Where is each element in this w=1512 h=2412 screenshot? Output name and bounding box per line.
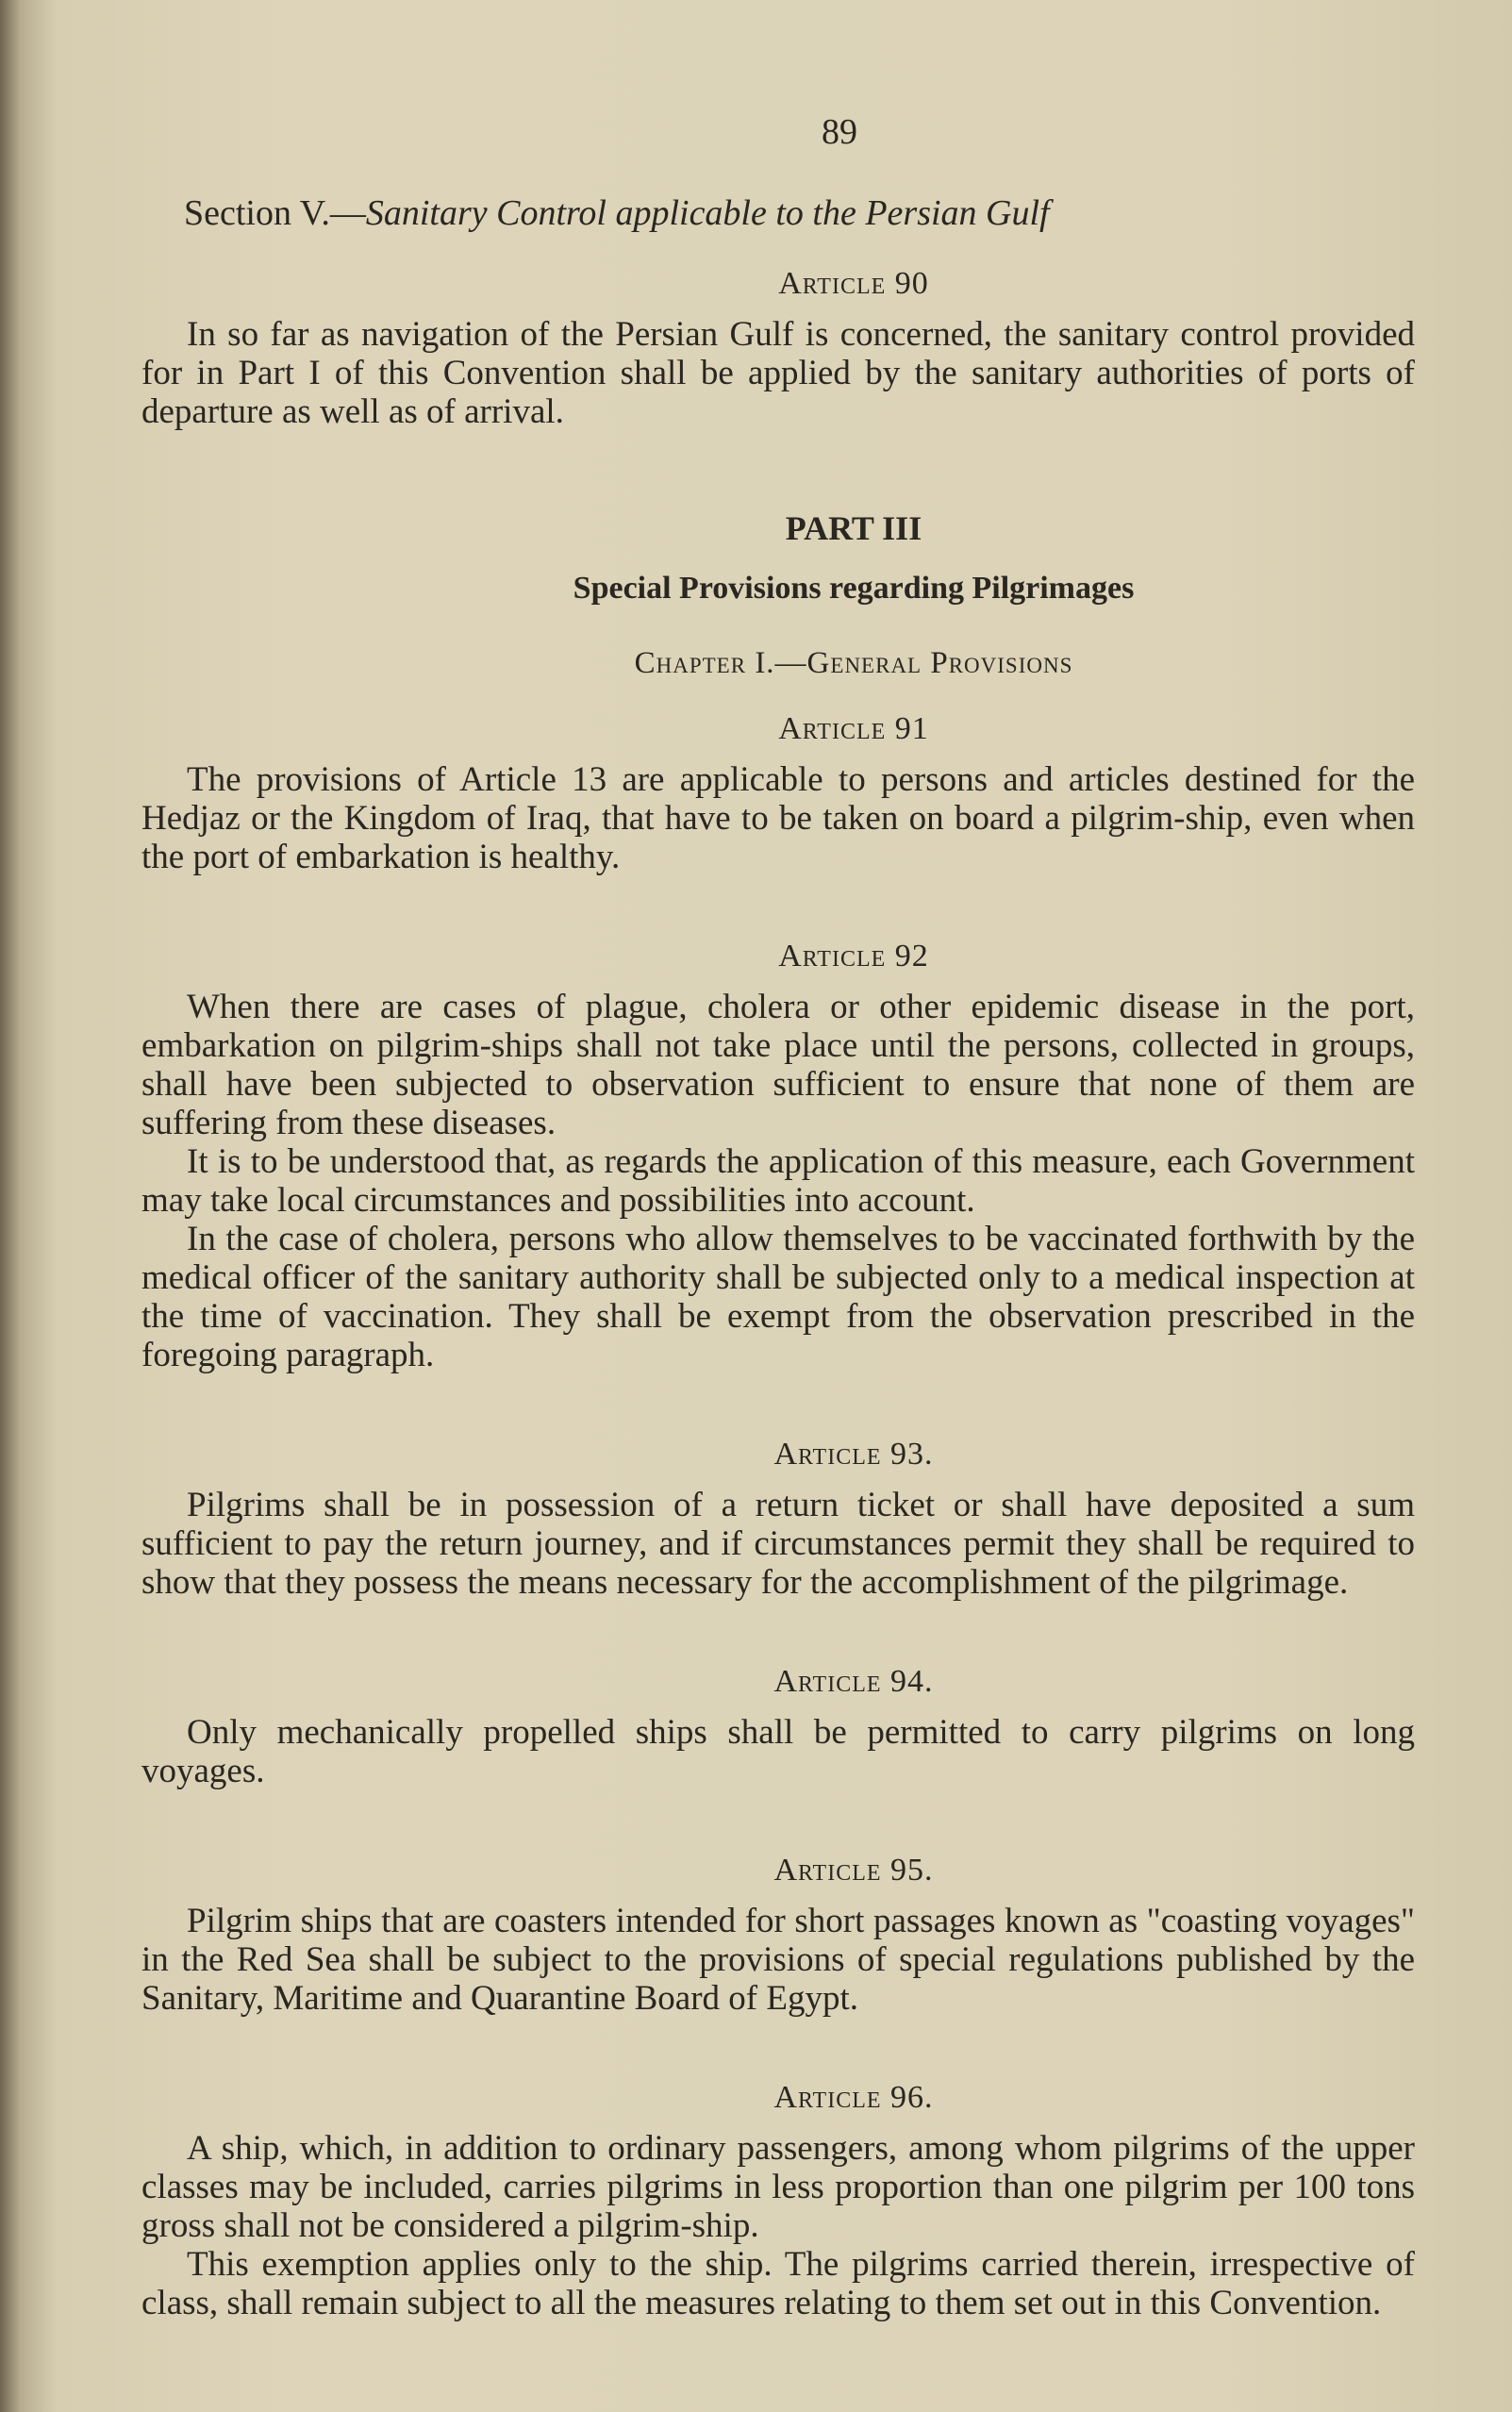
article-paragraph: Only mechanically propelled ships shall be permitted to carry pilgrims on long voyages. [141,1713,1415,1790]
article-paragraph: Pilgrim ships that are coasters intended for short passages known as "coasting voyages" in the Red Sea shall be subject to the provisions of special regulations published by the Sanitary, Maritime and Quarantine Board of Egypt. [141,1902,1415,2018]
section-prefix: Section V.— [184,193,366,233]
article-95 [141,1853,1424,2018]
article-paragraph: Pilgrims shall be in possession of a return ticket or shall have deposited a sum sufficient to pay the return journey, and if circumstances permit they shall be required to show that they possess the means necessary for the accomplishment of the pilgrimage. [141,1486,1415,1602]
article-paragraph: This exemption applies only to the ship. The pilgrims carried therein, irrespective of class, shall remain subject to all the measures relating to them set out in this Convention. [141,2245,1415,2322]
article-title: Article 95. [773,1853,934,1888]
chapter-title: Chapter I.—General Provisions [634,646,1073,680]
article-96 [141,2080,1424,2322]
section-heading [141,192,1424,234]
page-number: 89 [822,112,857,152]
article-paragraph: A ship, which, in addition to ordinary passengers, among whom pilgrims of the upper classes may be included, carries pilgrims in less proportion than one pilgrim per 100 tons gross shall not be considered a pilgrim-ship. [141,2129,1415,2245]
article-paragraph: It is to be understood that, as regards the application of this measure, each Government may take local circumstances and possibilities into account. [141,1142,1415,1220]
article-paragraph: In the case of cholera, persons who allow themselves to be vaccinated forthwith by the medical officer of the sanitary authority shall be subjected only to a medical inspection at the time of vaccination. They shall be exempt from the observation prescribed in the foregoing paragraph. [141,1220,1415,1374]
article-title: Article 96. [773,2080,934,2115]
article-title: Article 92 [778,939,929,973]
article-91 [141,711,1424,876]
article-title: Article 91 [778,711,929,746]
part-title: PART III [785,509,922,547]
article-92 [141,939,1424,1374]
article-title: Article 93. [773,1437,934,1472]
article-paragraph: The provisions of Article 13 are applicable to persons and articles destined for the Hedjaz or the Kingdom of Iraq, that have to be taken on board a pilgrim-ship, even when the port of embarkation is healthy. [141,760,1415,876]
article-93 [141,1437,1424,1602]
part-subtitle: Special Provisions regarding Pilgrimages [573,571,1135,606]
article-94 [141,1664,1424,1790]
page-content [141,111,1424,2322]
article-paragraph: In so far as navigation of the Persian Gulf is concerned, the sanitary control provided for in Part I of this Convention shall be applied by the sanitary authorities of ports of departure as well as of arrival. [141,315,1415,431]
section-title-text: Sanitary Control applicable to the Persian Gulf [365,193,1050,233]
article-90 [141,266,1424,431]
article-paragraph: When there are cases of plague, cholera or other epidemic disease in the port, embarkation on pilgrim-ships shall not take place until the persons, collected in groups, shall have been subjected to observation sufficient to ensure that none of them are suffering from these diseases. [141,988,1415,1142]
article-title: Article 90 [778,266,929,301]
article-title: Article 94. [773,1664,934,1699]
